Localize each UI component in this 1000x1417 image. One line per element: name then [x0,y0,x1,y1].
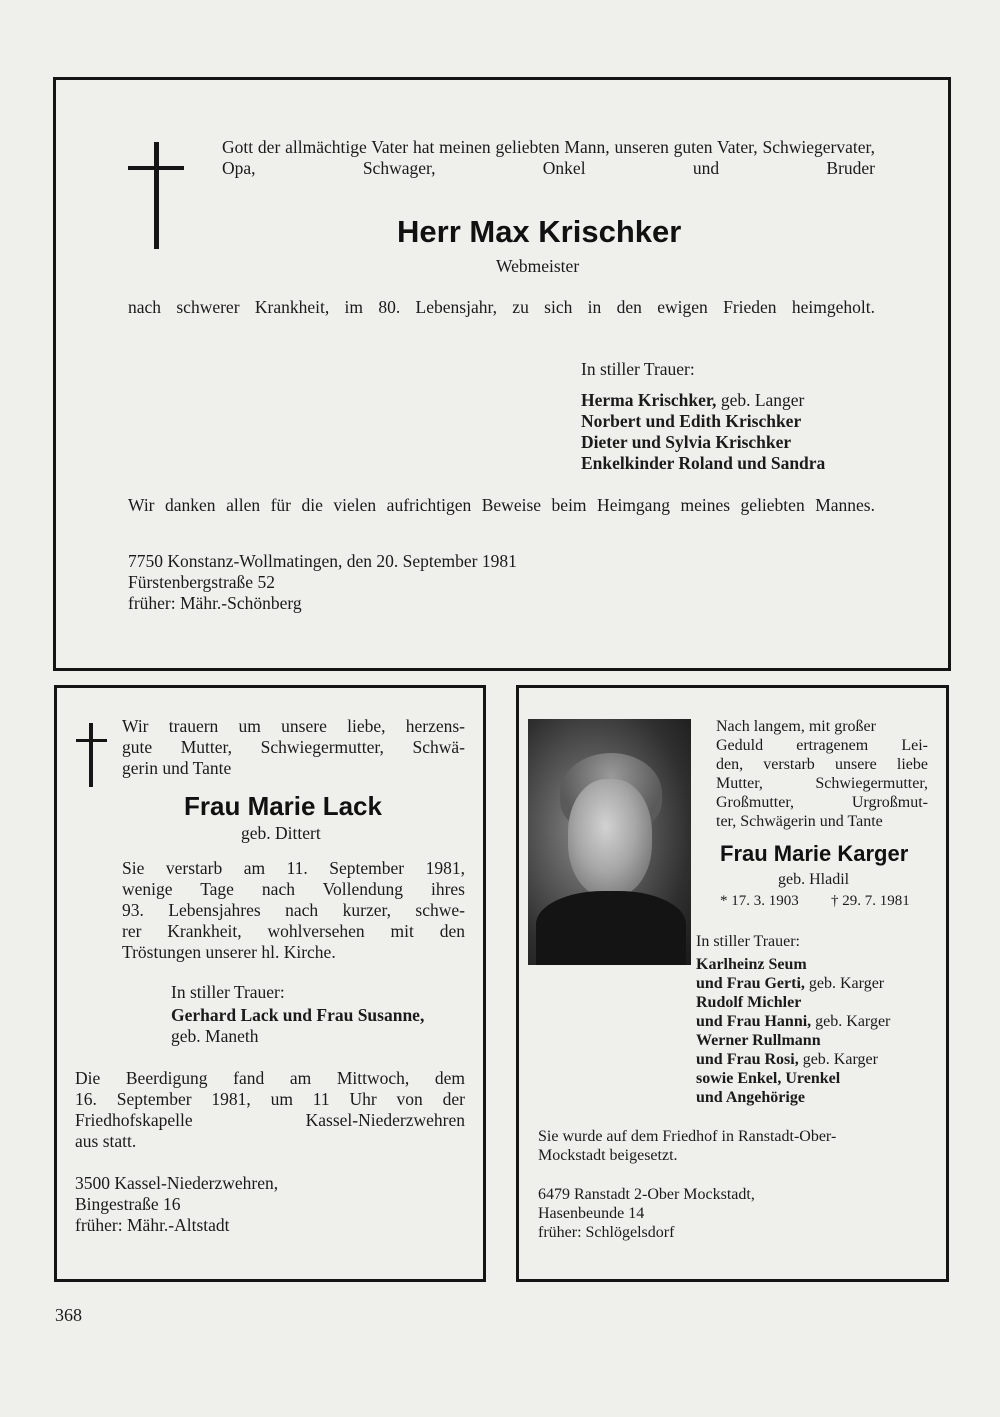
notice2-address-line-1: 3500 Kassel-Niederzwehren, [75,1173,279,1193]
notice1-occupation: Webmeister [496,256,580,276]
notice3-intro-line-2: Geduld ertragenem Lei- [716,737,928,754]
notice3-mourner-6 [696,1050,878,1069]
notice3-intro-line-4: Mutter, Schwiegermutter, [716,775,928,792]
notice2-mourner-1: Gerhard Lack und Frau Susanne, [171,1005,425,1025]
notice3-mourner-7: sowie Enkel, Urenkel [696,1070,841,1087]
notice3-mourner-2 [696,974,884,993]
notice2-funeral-line-3: Friedhofskapelle Kassel-Niederzwehren [75,1110,465,1130]
notice3-birth-name: geb. Hladil [778,871,850,888]
notice3-mourner-8: und Angehörige [696,1089,805,1106]
notice1-mourner-2: Norbert und Edith Krischker [581,411,802,431]
notice1-address-line-1: 7750 Konstanz-Wollmatingen, den 20. September 1981 [128,551,517,571]
mourner-birth-name: geb. Langer [716,390,805,410]
notice3-birth-date: * 17. 3. 1903 [720,893,799,909]
portrait-photo [528,719,691,965]
notice1-mourner-4: Enkelkinder Roland und Sandra [581,453,826,473]
notice2-address-line-3: früher: Mähr.-Altstadt [75,1215,230,1235]
notice2-text-line-2: wenige Tage nach Vollendung ihres [122,879,465,899]
notice2-funeral-line-2: 16. September 1981, um 11 Uhr von der [75,1089,465,1109]
notice2-text-line-4: rer Krankheit, wohlversehen mit den [122,921,465,941]
notice3-intro-line-6: ter, Schwägerin und Tante [716,813,883,830]
notice1-deceased-name: Herr Max Krischker [397,214,682,249]
notice3-address-line-3: früher: Schlögelsdorf [538,1224,675,1241]
notice2-text-line-1: Sie verstarb am 11. September 1981, [122,858,465,878]
notice1-address-line-3: früher: Mähr.-Schönberg [128,593,302,613]
notice2-intro-line-1: Wir trauern um unsere liebe, herzens- [122,716,465,736]
mourner-name: Herma Krischker, [581,390,717,410]
notice2-birth-name: geb. Dittert [241,823,321,843]
notice3-intro-line-5: Großmutter, Urgroßmut- [716,794,928,811]
notice3-death-date: † 29. 7. 1981 [831,893,910,909]
notice3-mourner-3: Rudolf Michler [696,994,802,1011]
notice3-mourner-4 [696,1012,890,1031]
portrait-dress [536,891,686,965]
notice2-intro-line-3: gerin und Tante [122,758,232,778]
portrait-face [568,779,652,897]
notice1-mourning-label: In stiller Trauer: [581,359,695,379]
notice1-text: nach schwerer Krankheit, im 80. Lebensjahr, zu sich in den ewigen Frieden heimgeholt. [128,297,875,317]
notice3-deceased-name: Frau Marie Karger [720,841,909,866]
notice3-address-line-2: Hasenbeunde 14 [538,1205,645,1222]
notice3-mourning-label: In stiller Trauer: [696,933,800,950]
notice2-deceased-name: Frau Marie Lack [184,791,382,821]
notice1-mourner-1 [581,390,804,411]
notice3-intro-line-1: Nach langem, mit großer [716,718,876,735]
mourner-name: und Frau Hanni, [696,1013,812,1030]
notice3-address-line-1: 6479 Ranstadt 2-Ober Mockstadt, [538,1186,755,1203]
notice2-intro-line-2: gute Mutter, Schwiegermutter, Schwä- [122,737,465,757]
notice2-text-line-5: Tröstungen unserer hl. Kirche. [122,942,336,962]
mourner-name: und Frau Gerti, [696,975,805,992]
mourner-birth-name: geb. Karger [798,1051,878,1068]
notice3-mourner-5: Werner Rullmann [696,1032,821,1049]
notice2-mourning-label: In stiller Trauer: [171,982,285,1002]
notice3-burial-line-2: Mockstadt beigesetzt. [538,1147,678,1164]
mourner-birth-name: geb. Karger [804,975,885,992]
notice1-mourner-3: Dieter und Sylvia Krischker [581,432,792,452]
notice1-address-line-2: Fürstenbergstraße 52 [128,572,275,592]
notice3-burial-line-1: Sie wurde auf dem Friedhof in Ranstadt-Ober- [538,1128,837,1145]
notice2-mourner-1-birth-name: geb. Maneth [171,1026,259,1046]
notice3-mourner-1: Karlheinz Seum [696,956,807,973]
notice2-funeral-line-4: aus statt. [75,1131,137,1151]
mourner-birth-name: geb. Karger [811,1013,891,1030]
notice2-funeral-line-1: Die Beerdigung fand am Mittwoch, dem [75,1068,465,1088]
page-number: 368 [55,1305,82,1325]
notice1-thanks: Wir danken allen für die vielen aufrichtigen Beweise beim Heimgang meines geliebten Mannes. [128,495,875,515]
notice1-intro: Gott der allmächtige Vater hat meinen geliebten Mann, unseren guten Vater, Schwiegervater, Opa, Schwager, Onkel und Bruder [222,137,875,178]
notice2-text-line-3: 93. Lebensjahres nach kurzer, schwe- [122,900,465,920]
notice3-intro-line-3: den, verstarb unsere liebe [716,756,928,773]
notice2-address-line-2: Bingestraße 16 [75,1194,181,1214]
mourner-name: und Frau Rosi, [696,1051,799,1068]
